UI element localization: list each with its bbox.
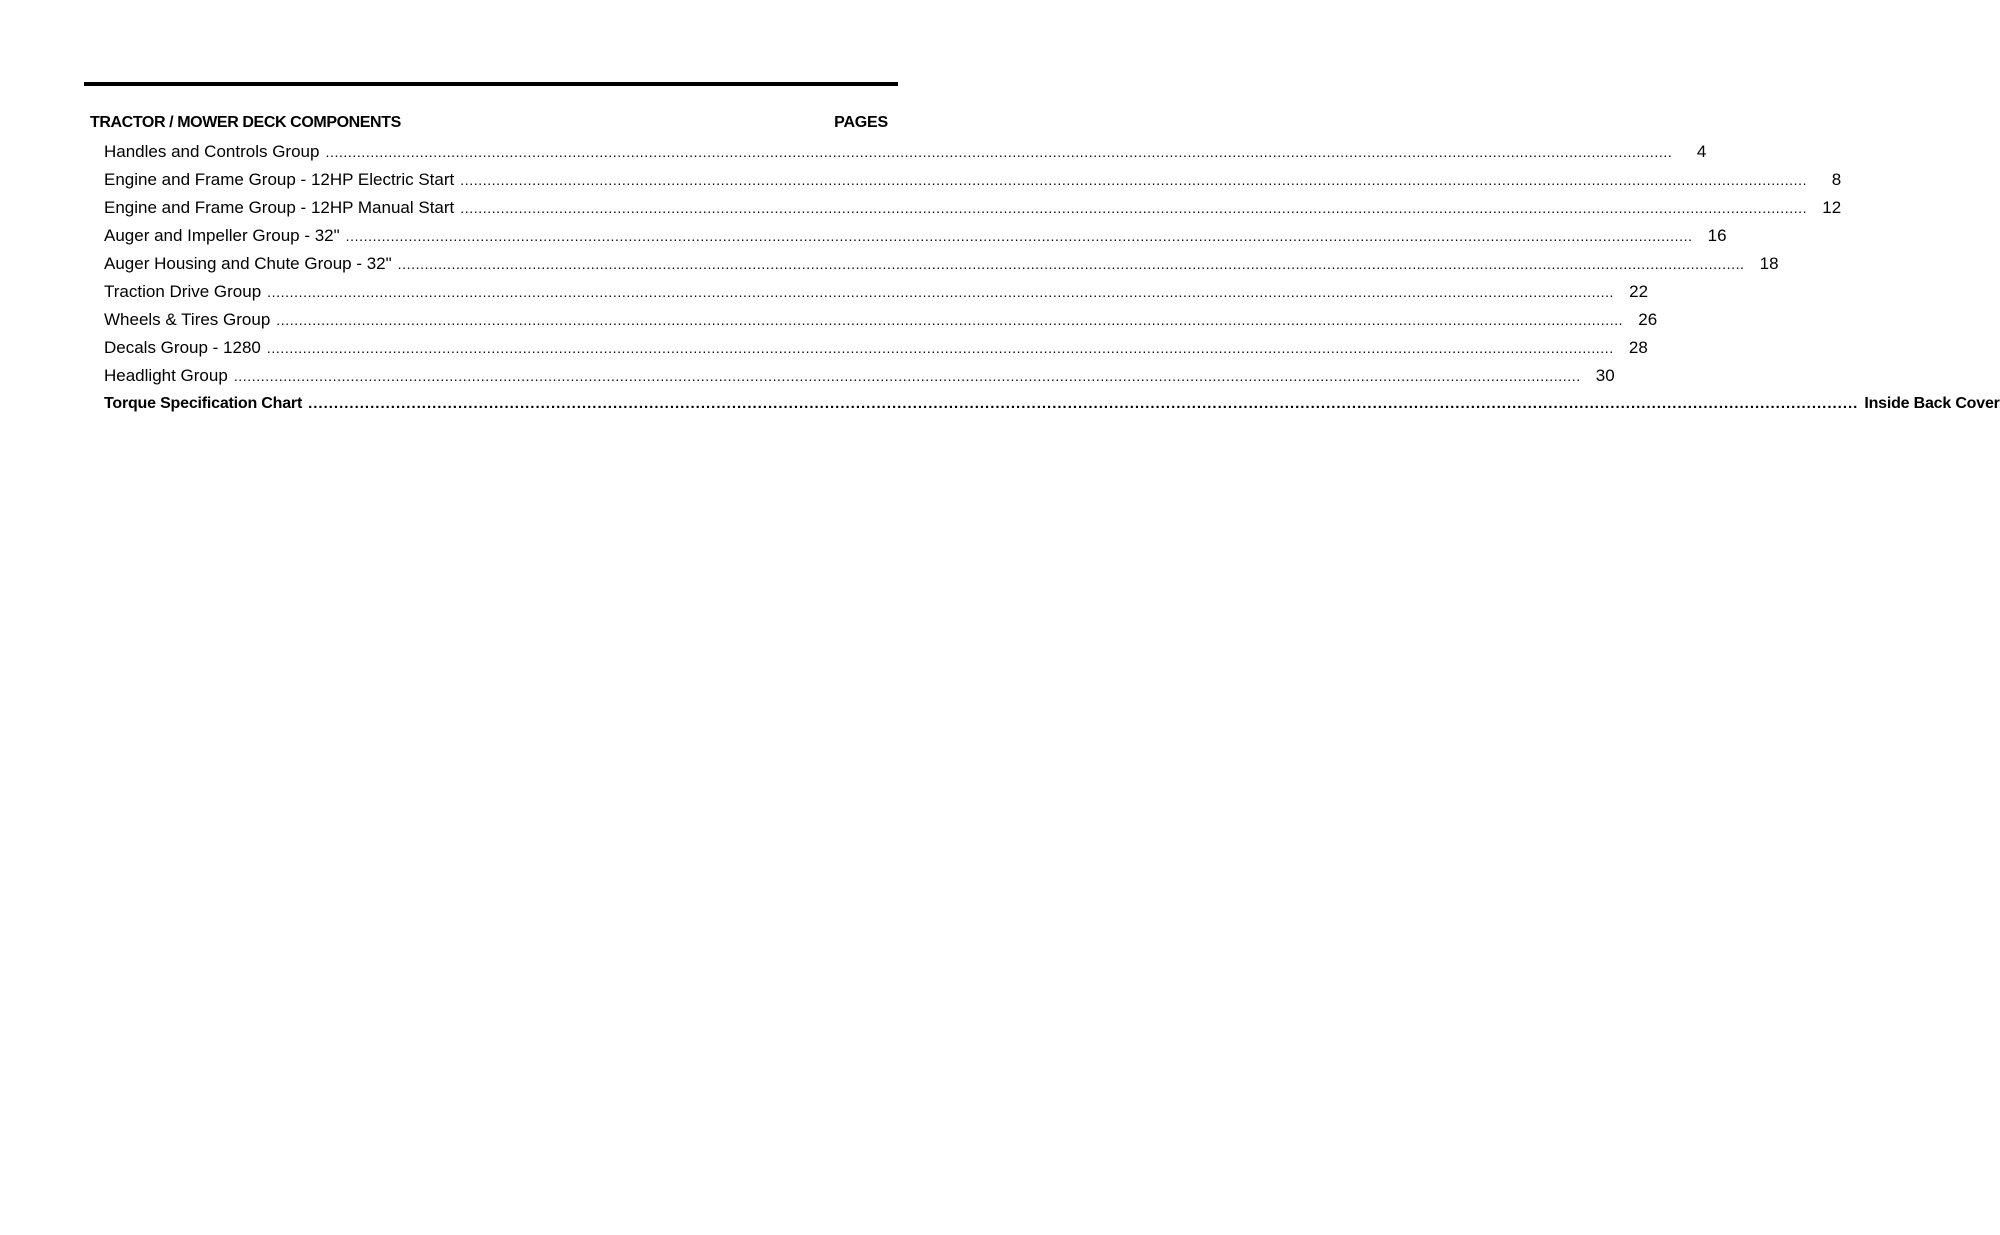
toc-entry-title: Engine and Frame Group - 12HP Electric Start: [104, 170, 455, 189]
top-rule: [84, 82, 898, 86]
toc-entry-headlight[interactable]: [90, 362, 1615, 390]
toc-list: [90, 138, 2000, 418]
toc-entry-wheels-tires[interactable]: [90, 306, 1658, 334]
toc-entry-handles-controls[interactable]: [90, 138, 1707, 166]
toc-entry-page: 26: [1638, 310, 1658, 329]
dot-leader: ............................................................................................................................................................................................................................................................................................................: [345, 228, 1693, 244]
toc-entry-auger-housing-chute[interactable]: [90, 250, 1779, 278]
toc-entry-title: Torque Specification Chart: [104, 395, 303, 412]
dot-leader: ............................................................................................................................................................................................................................................................................................................: [266, 340, 1614, 356]
toc-entry-page: 30: [1595, 366, 1615, 385]
toc-entry-page: 22: [1629, 282, 1649, 301]
toc-entry-torque-spec-chart[interactable]: [90, 390, 2000, 418]
toc-entry-decals[interactable]: [90, 334, 1648, 362]
dot-leader: ............................................................................................................................................................................................................................................................................................................: [308, 395, 1859, 412]
toc-entry-page: 28: [1628, 338, 1648, 357]
toc-entry-title: Engine and Frame Group - 12HP Manual Start: [104, 198, 455, 217]
dot-leader: ............................................................................................................................................................................................................................................................................................................: [460, 200, 1808, 216]
toc-entry-page: 12: [1822, 198, 1842, 217]
toc-entry-page: 18: [1759, 254, 1779, 273]
dot-leader: ............................................................................................................................................................................................................................................................................................................: [325, 144, 1673, 160]
toc-entry-page: 16: [1707, 226, 1727, 245]
toc-header: [90, 114, 888, 138]
toc-entry-engine-frame-electric[interactable]: [90, 166, 1842, 194]
pages-column-label: PAGES: [834, 114, 888, 131]
toc-entry-engine-frame-manual[interactable]: [90, 194, 1842, 222]
toc-entry-title: Auger Housing and Chute Group - 32": [104, 254, 392, 273]
toc-entry-title: Decals Group - 1280: [104, 338, 261, 357]
toc-entry-title: Handles and Controls Group: [104, 142, 320, 161]
toc-entry-page: 8: [1831, 170, 1842, 189]
table-of-contents: [90, 114, 2000, 418]
toc-entry-title: Headlight Group: [104, 366, 228, 385]
toc-entry-title: Wheels & Tires Group: [104, 310, 271, 329]
toc-entry-title: Auger and Impeller Group - 32": [104, 226, 340, 245]
dot-leader: ............................................................................................................................................................................................................................................................................................................: [460, 172, 1808, 188]
dot-leader: ............................................................................................................................................................................................................................................................................................................: [276, 312, 1624, 328]
toc-entry-auger-impeller[interactable]: [90, 222, 1727, 250]
toc-entry-page: Inside Back Cover: [1864, 395, 2000, 412]
section-title: TRACTOR / MOWER DECK COMPONENTS: [90, 114, 401, 131]
toc-entry-traction-drive[interactable]: [90, 278, 1649, 306]
dot-leader: ............................................................................................................................................................................................................................................................................................................: [233, 368, 1581, 384]
dot-leader: ............................................................................................................................................................................................................................................................................................................: [267, 284, 1615, 300]
toc-entry-title: Traction Drive Group: [104, 282, 262, 301]
toc-entry-page: 4: [1696, 142, 1707, 161]
dot-leader: ............................................................................................................................................................................................................................................................................................................: [397, 256, 1745, 272]
